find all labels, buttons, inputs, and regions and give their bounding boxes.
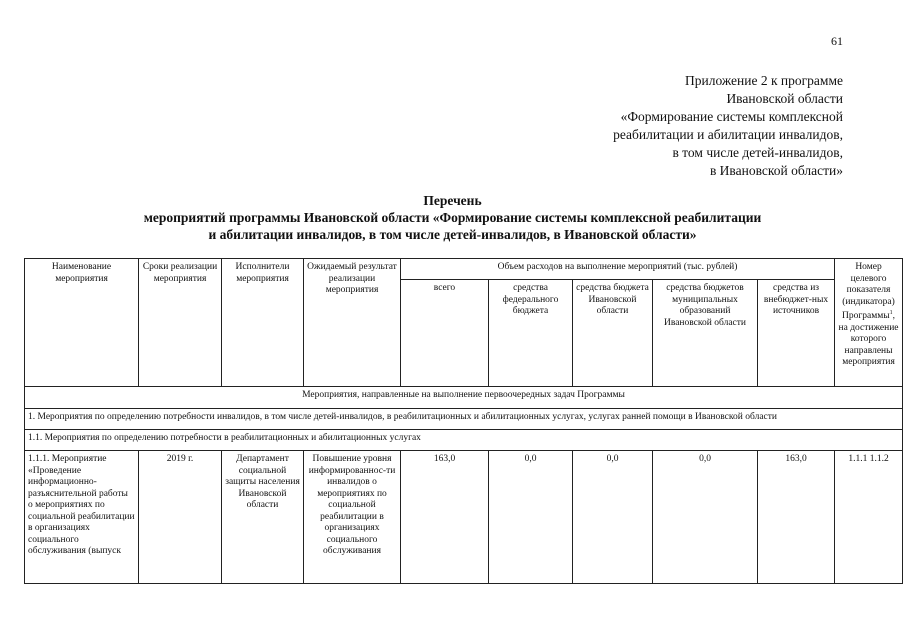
cell-municipal: 0,0 [653, 451, 758, 584]
subsection-row [25, 409, 903, 430]
subsection-row [25, 430, 903, 451]
footnote-marker: 1 [889, 310, 893, 316]
header-indicator-text: Номер целевого показателя (индикатора) Программы [842, 262, 895, 322]
header-regional: средства бюджета Ивановской области [573, 280, 653, 387]
title-line-1: Перечень [423, 193, 482, 208]
header-name: Наименование мероприятия [25, 259, 139, 387]
header-federal: средства федерального бюджета [489, 280, 573, 387]
cell-name-text: 1.1.1. Мероприятие «Проведение информационно-разъяснительной работы о мероприятиях по социальной реабилитации в организациях социального обслуживания (выпуск [28, 454, 135, 556]
header-total: всего [401, 280, 489, 387]
cell-indicator: 1.1.1 1.1.2 [835, 451, 903, 584]
cell-regional: 0,0 [573, 451, 653, 584]
header-expenses-group: Объем расходов на выполнение мероприятий (тыс. рублей) [401, 259, 835, 280]
header-municipal: средства бюджетов муниципальных образований Ивановской области [653, 280, 758, 387]
header-expected-result: Ожидаемый результат реализации мероприятия [304, 259, 401, 387]
appendix-line: «Формирование системы комплексной [620, 109, 843, 124]
table-header-row [25, 259, 903, 280]
title-line-3: и абилитации инвалидов, в том числе детей-инвалидов, в Ивановской области» [208, 227, 697, 242]
cell-expected [304, 451, 401, 584]
header-extrabudget: средства из внебюджет-ных источников [758, 280, 835, 387]
page-number: 61 [831, 34, 843, 48]
subsection-1: 1. Мероприятия по определению потребности инвалидов, в том числе детей-инвалидов, в реабилитационных и абилитационных услугах, услугах ранней помощи в Ивановской области [25, 409, 903, 430]
cell-terms: 2019 г. [139, 451, 222, 584]
cell-executors: Департамент социальной защиты населения Ивановской области [222, 451, 304, 584]
appendix-line: в Ивановской области» [709, 163, 843, 178]
appendix-line: Приложение 2 к программе [685, 73, 843, 88]
header-indicator-tail: , на достижение которого направлены мероприятия [838, 311, 899, 368]
appendix-line: реабилитации и абилитации инвалидов, [613, 127, 843, 142]
subsection-1-1: 1.1. Мероприятия по определению потребности в реабилитационных и абилитационных услугах [25, 430, 903, 451]
title-line-2: мероприятий программы Ивановской области «Формирование системы комплексной реабилитации [143, 210, 762, 225]
measures-table [24, 258, 903, 584]
cell-extrabudget: 163,0 [758, 451, 835, 584]
appendix-line: в том числе детей-инвалидов, [672, 145, 843, 160]
appendix-line: Ивановской области [726, 91, 843, 106]
section-row [25, 387, 903, 409]
cell-name [25, 451, 139, 584]
header-executors: Исполнители мероприятия [222, 259, 304, 387]
header-indicator [835, 259, 903, 387]
cell-total: 163,0 [401, 451, 489, 584]
table-row [25, 451, 903, 584]
appendix-header [523, 72, 843, 180]
cell-expected-text: Повышение уровня информированнос-ти инвалидов о мероприятиях по социальной реабилитации в организациях социального обслуживания [308, 454, 396, 556]
section-title: Мероприятия, направленные на выполнение первоочередных задач Программы [25, 387, 903, 409]
header-terms: Сроки реализации мероприятия [139, 259, 222, 387]
cell-federal: 0,0 [489, 451, 573, 584]
document-title [0, 192, 905, 243]
